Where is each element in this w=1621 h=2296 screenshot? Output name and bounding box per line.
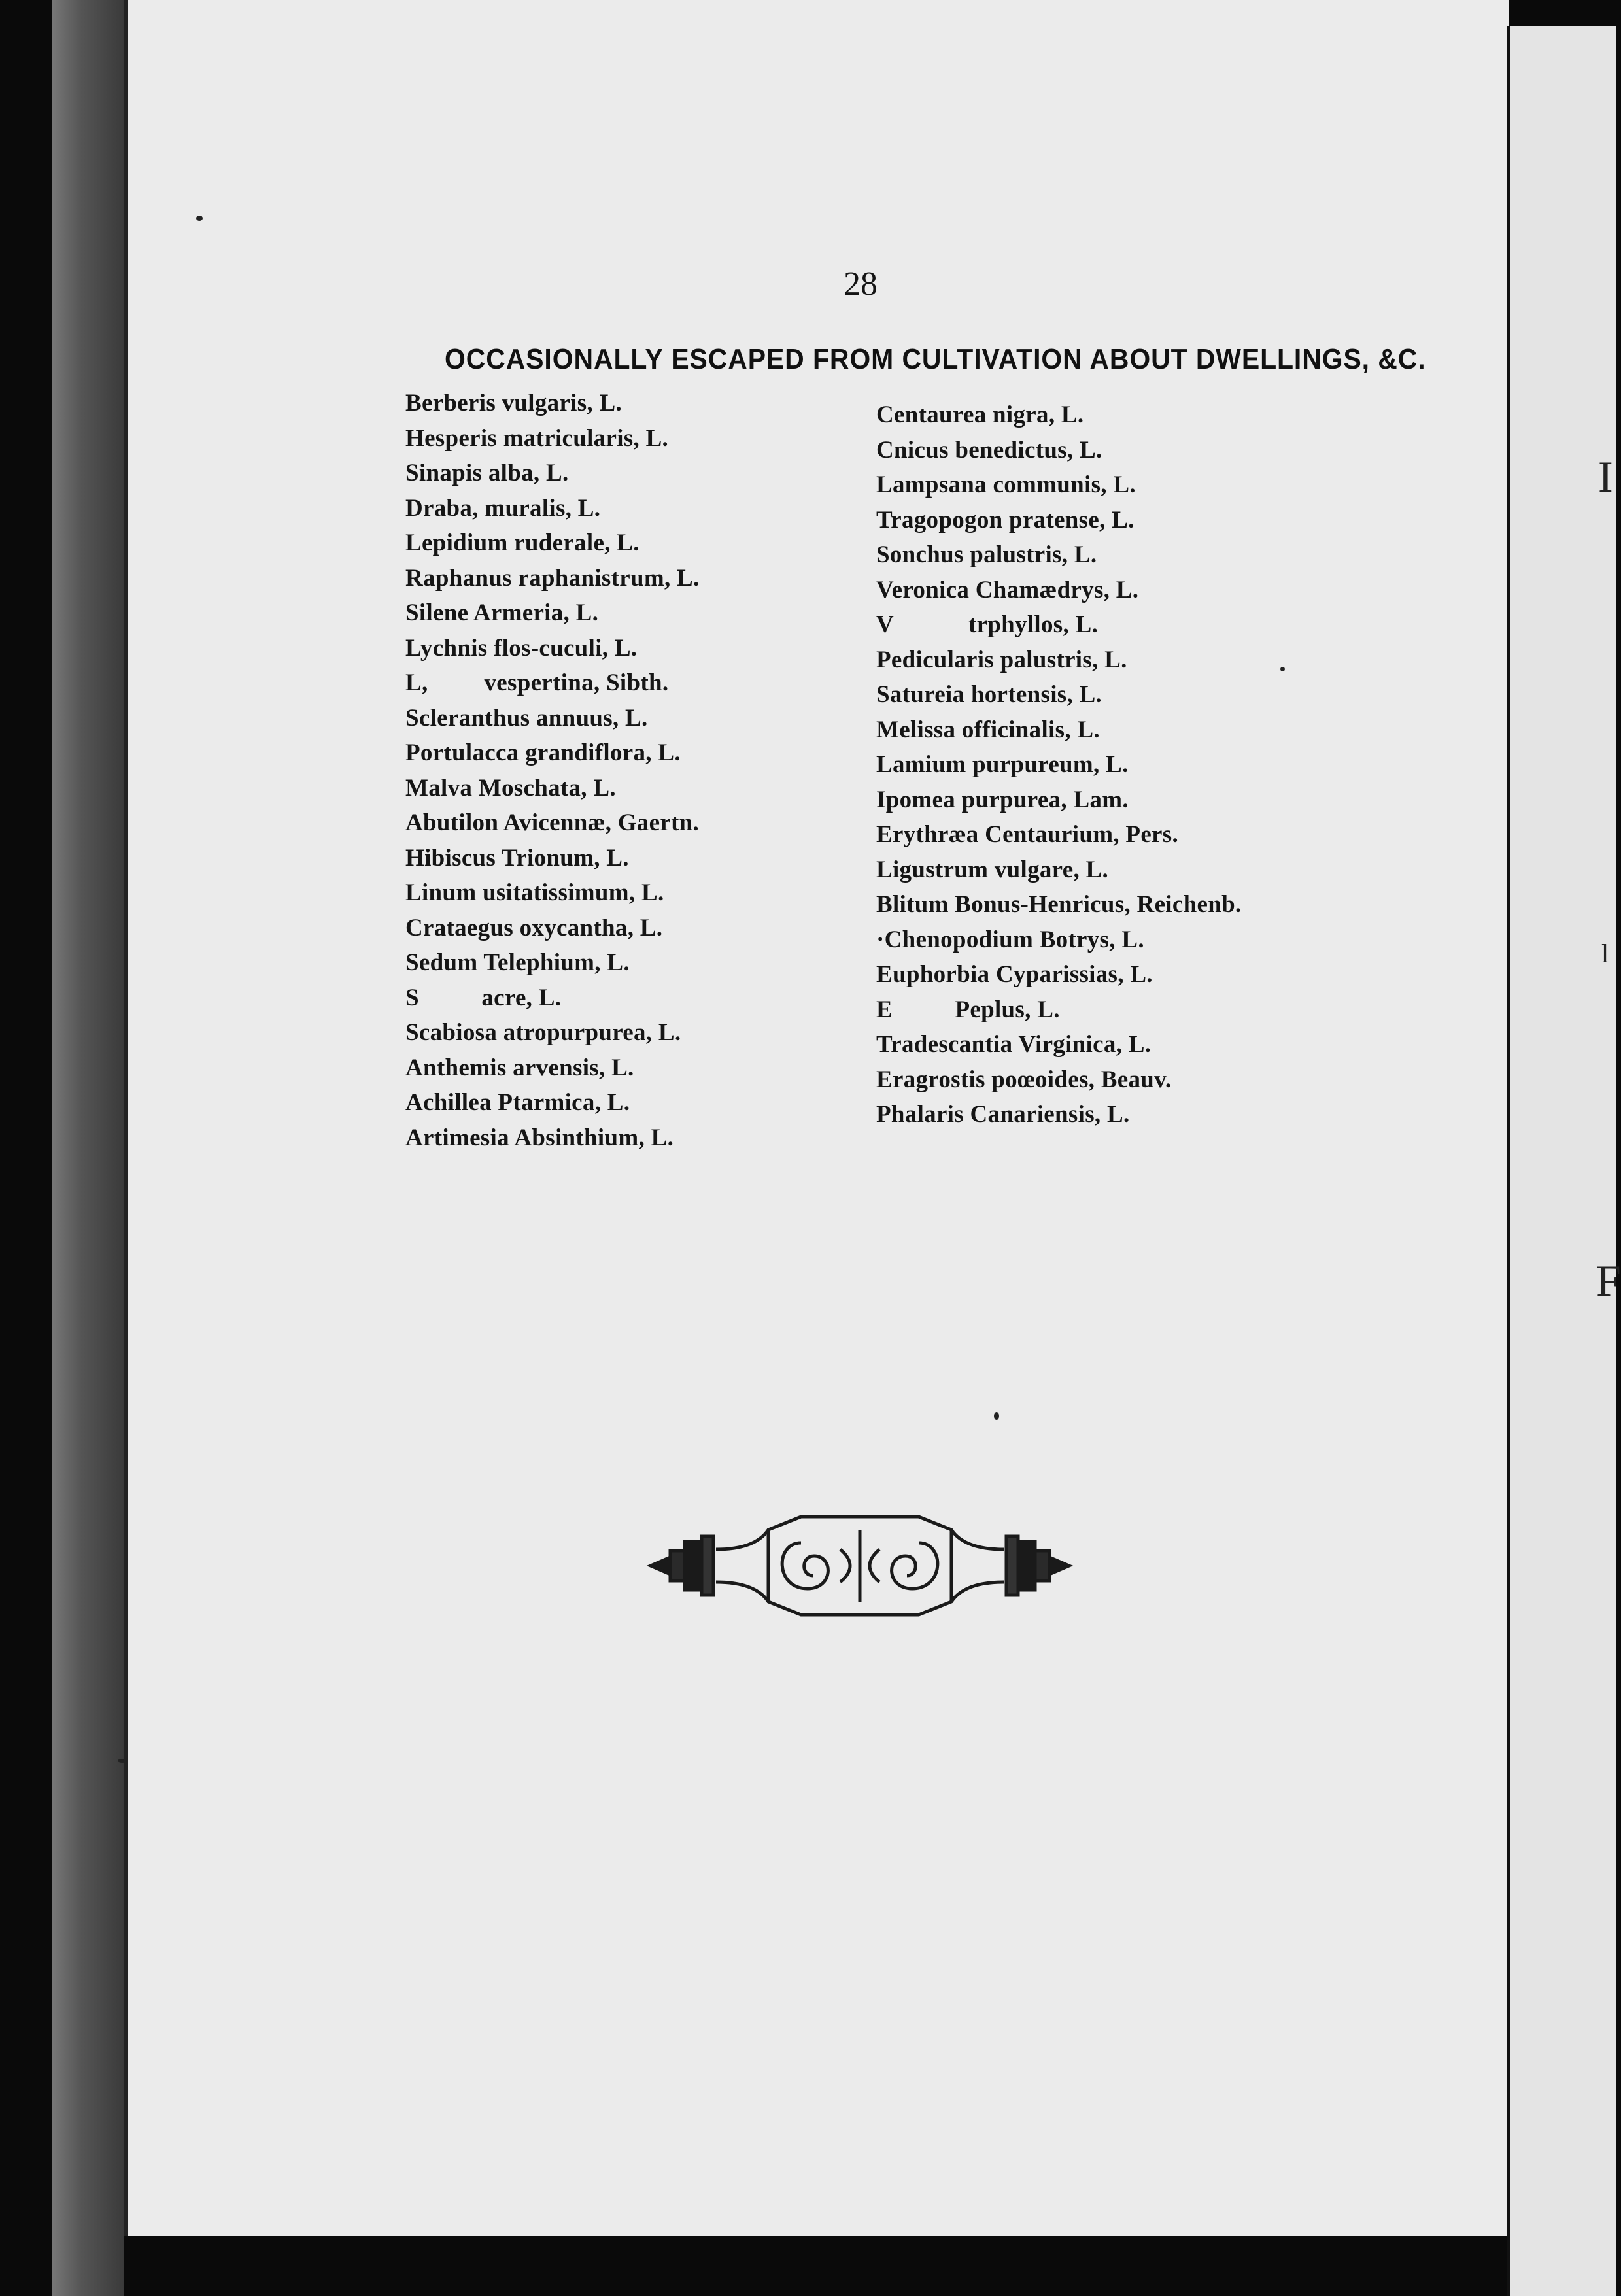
plant-list-right bbox=[876, 397, 1242, 1132]
plant-entry: Ligustrum vulgare, L. bbox=[876, 856, 1109, 883]
plant-entry: Silene Armeria, L. bbox=[405, 599, 599, 626]
plant-entry: Scleranthus annuus, L. bbox=[405, 704, 648, 732]
plant-entry: Sonchus palustris, L. bbox=[876, 541, 1097, 568]
plant-entry: Draba, muralis, L. bbox=[405, 494, 601, 522]
plant-entry: Crataegus oxycantha, L. bbox=[405, 914, 663, 941]
page-number: 28 bbox=[844, 265, 878, 303]
adjacent-page-fragment: I bbox=[1598, 452, 1613, 501]
plant-entry: Phalaris Canariensis, L. bbox=[876, 1101, 1130, 1128]
plant-entry: Lychnis flos-cuculi, L. bbox=[405, 634, 638, 662]
decorative-ornament bbox=[644, 1510, 1076, 1621]
plant-entry: Lampsana communis, L. bbox=[876, 471, 1136, 498]
plant-entry: Cnicus benedictus, L. bbox=[876, 436, 1102, 464]
plant-entry: Melissa officinalis, L. bbox=[876, 716, 1100, 743]
plant-entry: Sinapis alba, L. bbox=[405, 460, 569, 486]
plant-entry: Hibiscus Trionum, L. bbox=[405, 844, 629, 871]
plant-entry: Veronica Chamædrys, L. bbox=[876, 576, 1139, 603]
plant-entry: Raphanus raphanistrum, L. bbox=[405, 564, 700, 592]
plant-entry: E Peplus, L. bbox=[876, 996, 1060, 1023]
plant-entry: Pedicularis palustris, L. bbox=[876, 646, 1127, 673]
plant-entry: Berberis vulgaris, L. bbox=[405, 390, 623, 416]
adjacent-page-fragment: F bbox=[1596, 1256, 1621, 1306]
plant-entry: Satureia hortensis, L. bbox=[876, 681, 1102, 708]
plant-entry: Euphorbia Cyparissias, L. bbox=[876, 961, 1153, 988]
plant-entry: Tragopogon pratense, L. bbox=[876, 506, 1135, 533]
scan-speck bbox=[196, 216, 203, 221]
plant-entry: Achillea Ptarmica, L. bbox=[405, 1089, 630, 1116]
plant-entry: Sedum Telephium, L. bbox=[405, 949, 630, 976]
adjacent-page-strip bbox=[1507, 26, 1621, 2296]
plant-entry: V trphyllos, L. bbox=[876, 611, 1099, 638]
scan-speck bbox=[1280, 667, 1285, 671]
scan-speck bbox=[118, 1759, 127, 1763]
plant-entry: Lamium purpureum, L. bbox=[876, 751, 1129, 778]
scanned-page bbox=[124, 0, 1509, 2236]
plant-entry: Centaurea nigra, L. bbox=[876, 401, 1084, 428]
book-spine bbox=[52, 0, 124, 2296]
plant-entry: ·Chenopodium Botrys, L. bbox=[876, 926, 1144, 953]
plant-entry: Scabiosa atropurpurea, L. bbox=[405, 1019, 681, 1046]
plant-entry: L, vespertina, Sibth. bbox=[405, 669, 669, 696]
adjacent-page-fragment: l bbox=[1601, 939, 1609, 968]
plant-entry: Erythræa Centaurium, Pers. bbox=[876, 821, 1179, 848]
plant-entry: Artimesia Absinthium, L. bbox=[405, 1124, 674, 1151]
plant-entry: Linum usitatissimum, L. bbox=[405, 879, 664, 906]
scan-speck bbox=[994, 1412, 999, 1420]
plant-entry: Malva Moschata, L. bbox=[405, 774, 616, 802]
plant-entry: Tradescantia Virginica, L. bbox=[876, 1031, 1152, 1058]
plant-entry: Abutilon Avicennæ, Gaertn. bbox=[405, 809, 700, 836]
plant-entry: Anthemis arvensis, L. bbox=[405, 1054, 634, 1081]
plant-entry: Eragrostis poœoides, Beauv. bbox=[876, 1066, 1172, 1093]
plant-entry: Portulacca grandiflora, L. bbox=[405, 739, 681, 766]
plant-entry: S acre, L. bbox=[405, 984, 562, 1011]
plant-entry: Lepidium ruderale, L. bbox=[405, 530, 640, 556]
section-heading: OCCASIONALLY ESCAPED FROM CULTIVATION ABOUT DWELLINGS, &C. bbox=[445, 343, 1426, 375]
plant-list-left bbox=[405, 386, 700, 1155]
plant-entry: Hesperis matricularis, L. bbox=[405, 424, 669, 452]
plant-entry: Ipomea purpurea, Lam. bbox=[876, 786, 1129, 813]
plant-entry: Blitum Bonus-Henricus, Reichenb. bbox=[876, 891, 1242, 918]
